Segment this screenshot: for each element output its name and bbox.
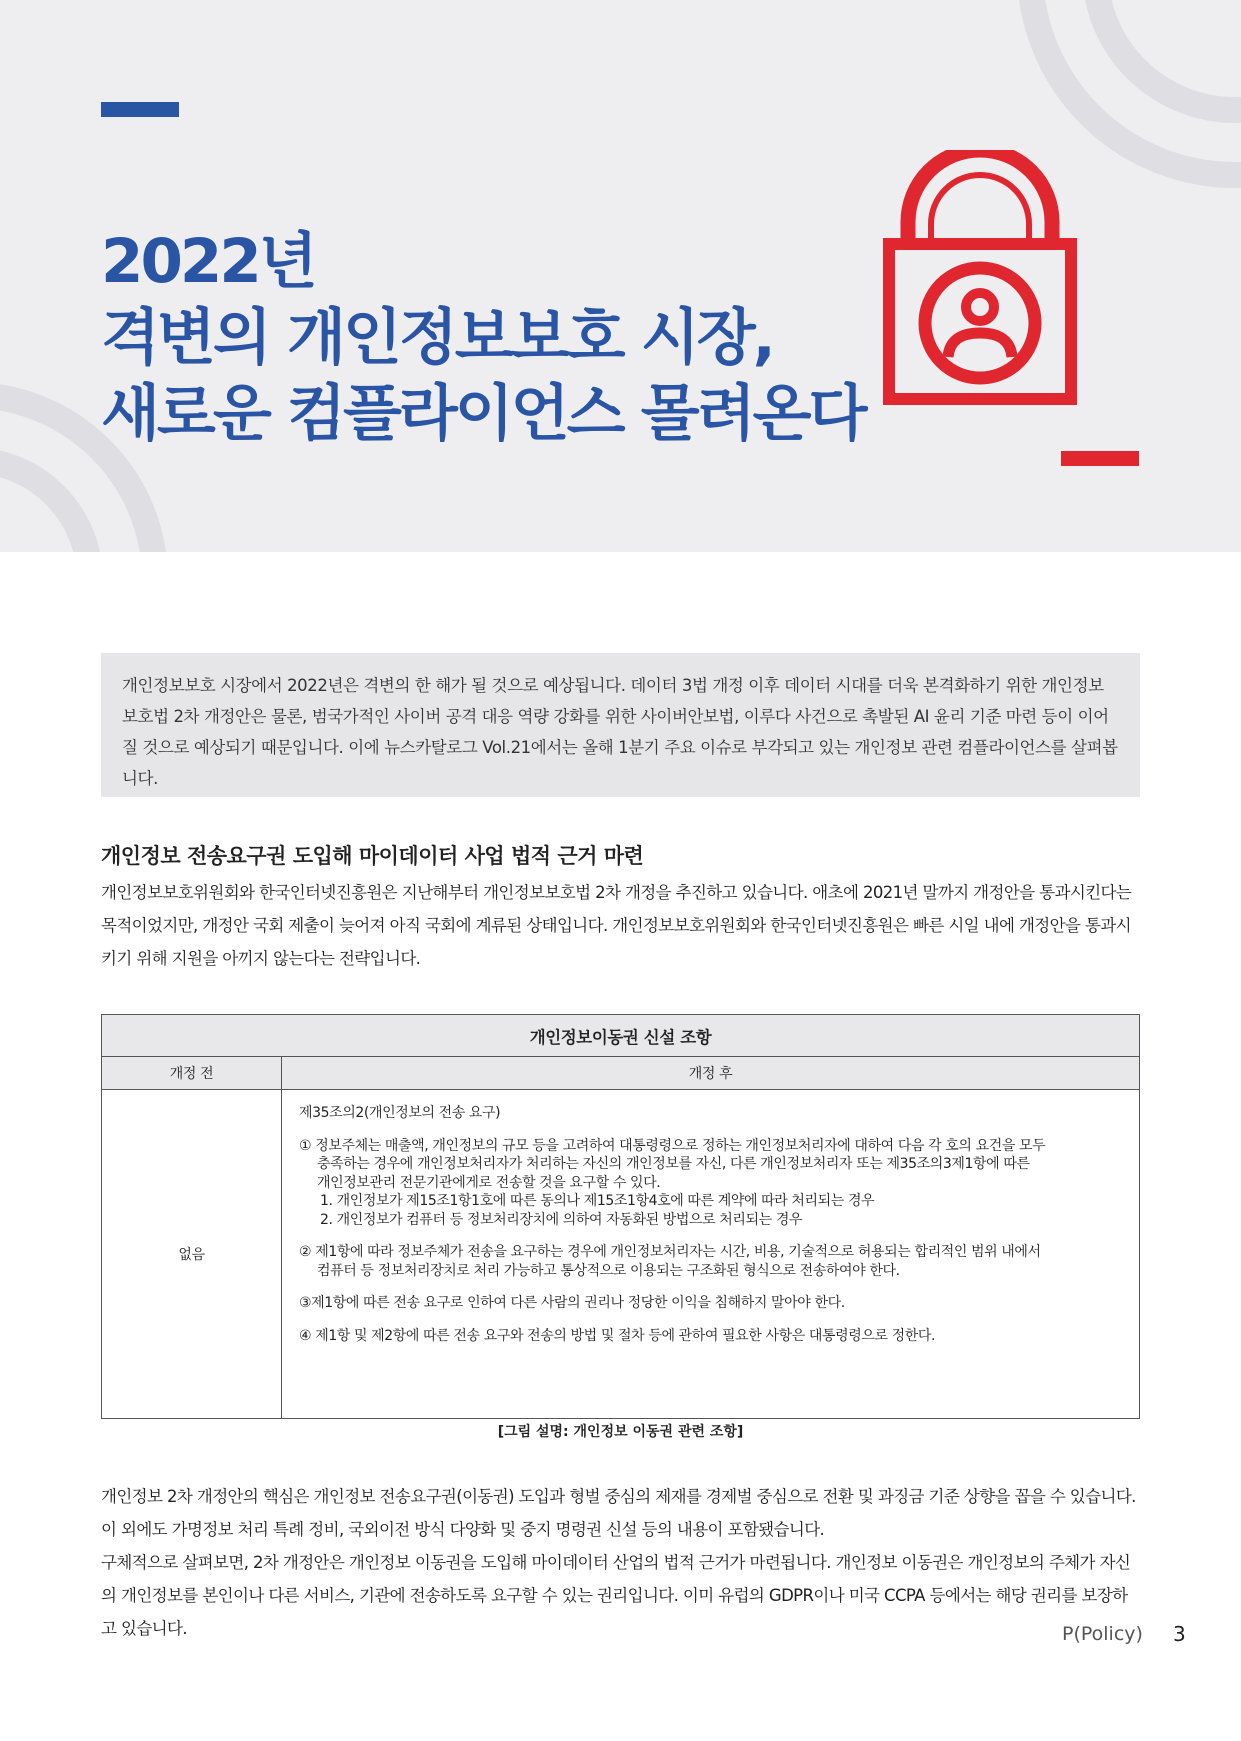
before-value: 없음 (102, 1090, 282, 1419)
accent-bar-blue (101, 102, 179, 117)
body-paragraph-1: 개인정보 2차 개정안의 핵심은 개인정보 전송요구권(이동권) 도입과 형벌 중심의 제재를 경제벌 중심으로 전환 및 과징금 기준 상향을 꼽을 수 있습니다. 이 외에도 가명정보 처리 특례 정비, 국외이전 방식 다양화 및 중지 명령권 신설 등의 내용이 포함됐습니다. (101, 1487, 1136, 1539)
clause-2-line: 컴퓨터 등 정보처리장치로 처리 가능하고 통상적으로 이용되는 구조화된 형식으로 전송하여야 한다. (317, 1262, 900, 1279)
footer-section-label: P(Policy) (1062, 1623, 1143, 1645)
section-heading: 개인정보 전송요구권 도입해 마이데이터 사업 법적 근거 마련 (101, 844, 644, 868)
clause-1-line: 충족하는 경우에 개인정보처리자가 처리하는 자신의 개인정보를 자신, 다른 개인정보처리자 또는 제35조의3제1항에 따른 (317, 1156, 1030, 1172)
column-header-after: 개정 후 (282, 1057, 1140, 1090)
intro-summary-box (101, 653, 1140, 797)
after-content (282, 1090, 1140, 1419)
intro-text: 개인정보보호 시장에서 2022년은 격변의 한 해가 될 것으로 예상됩니다. 데이터 3법 개정 이후 데이터 시대를 더욱 본격화하기 위한 개인정보보호법 2차 개정안은 물론, 범국가적인 사이버 공격 대응 역량 강화를 위한 사이버안보법, 이루다 사건으로 촉발된 AI 윤리 기준 마련 등이 이어질 것으로 예상되기 때문입니다. 이에 뉴스카탈로그 Vol.21에서는 올해 1분기 주요 이슈로 부각되고 있는 개인정보 관련 컴플라이언스를 살펴봅니다. (122, 676, 1118, 788)
clause-3: ③제1항에 따른 전송 요구로 인하여 다른 사람의 권리나 정당한 이익을 침해하지 말아야 한다. (299, 1295, 845, 1311)
clause-1-line: 개인정보관리 전문기관에게로 전송할 것을 요구할 수 있다. (317, 1174, 661, 1191)
page-number: 3 (1173, 1622, 1186, 1646)
clause-4: ④ 제1항 및 제2항에 따른 전송 요구와 전송의 방법 및 절차 등에 관하여 필요한 사항은 대통령령으로 정한다. (299, 1327, 936, 1344)
hero-banner (0, 0, 1241, 552)
clause-2-line: ② 제1항에 따라 정보주체가 전송을 요구하는 경우에 개인정보처리자는 시간, 비용, 기술적으로 허용되는 합리적인 범위 내에서 (299, 1244, 1041, 1260)
title-line: 새로운 컴플라이언스 몰려온다 (101, 378, 865, 449)
title-line: 격변의 개인정보보호 시장, (101, 302, 773, 373)
clause-1-item: 1. 개인정보가 제15조1항1호에 따른 동의나 제15조1항4호에 따른 계약에 따라 처리되는 경우 (320, 1193, 875, 1209)
padlock-user-icon (880, 150, 1080, 410)
title-line: 2022년 (101, 226, 315, 297)
clause-1-item: 2. 개인정보가 컴퓨터 등 정보처리장치에 의하여 자동화된 방법으로 처리되는 경우 (320, 1211, 803, 1228)
accent-bar-red (1061, 451, 1139, 466)
article-title: 제35조의2(개인정보의 전송 요구) (299, 1105, 501, 1121)
clause-1-line: ① 정보주체는 매출액, 개인정보의 규모 등을 고려하여 대통령령으로 정하는 개인정보처리자에 대하여 다음 각 호의 요건을 모두 (299, 1137, 1046, 1154)
section-paragraph: 개인정보보호위원회와 한국인터넷진흥원은 지난해부터 개인정보보호법 2차 개정을 추진하고 있습니다. 애초에 2021년 말까지 개정안을 통과시킨다는 목적이었지만, 개정안 국회 제출이 늦어져 아직 국회에 계류된 상태입니다. 개인정보보호위원회와 한국인터넷진흥원은 빠른 시일 내에 개정안을 통과시키기 위해 지원을 아끼지 않는다는 전략입니다. (101, 883, 1132, 968)
body-paragraph-2: 구체적으로 살펴보면, 2차 개정안은 개인정보 이동권을 도입해 마이데이터 산업의 법적 근거가 마련됩니다. 개인정보 이동권은 개인정보의 주체가 자신의 개인정보를 본인이나 다른 서비스, 기관에 전송하도록 요구할 수 있는 권리입니다. 이미 유럽의 GDPR이나 미국 CCPA 등에서는 해당 권리를 보장하고 있습니다. (101, 1553, 1131, 1638)
page-title (101, 224, 865, 452)
figure-caption: [그림 설명: 개인정보 이동권 관련 조항] (497, 1424, 744, 1440)
column-header-before: 개정 전 (102, 1057, 282, 1090)
law-comparison-table (101, 1014, 1140, 1419)
table-title: 개인정보이동권 신설 조항 (102, 1015, 1140, 1057)
